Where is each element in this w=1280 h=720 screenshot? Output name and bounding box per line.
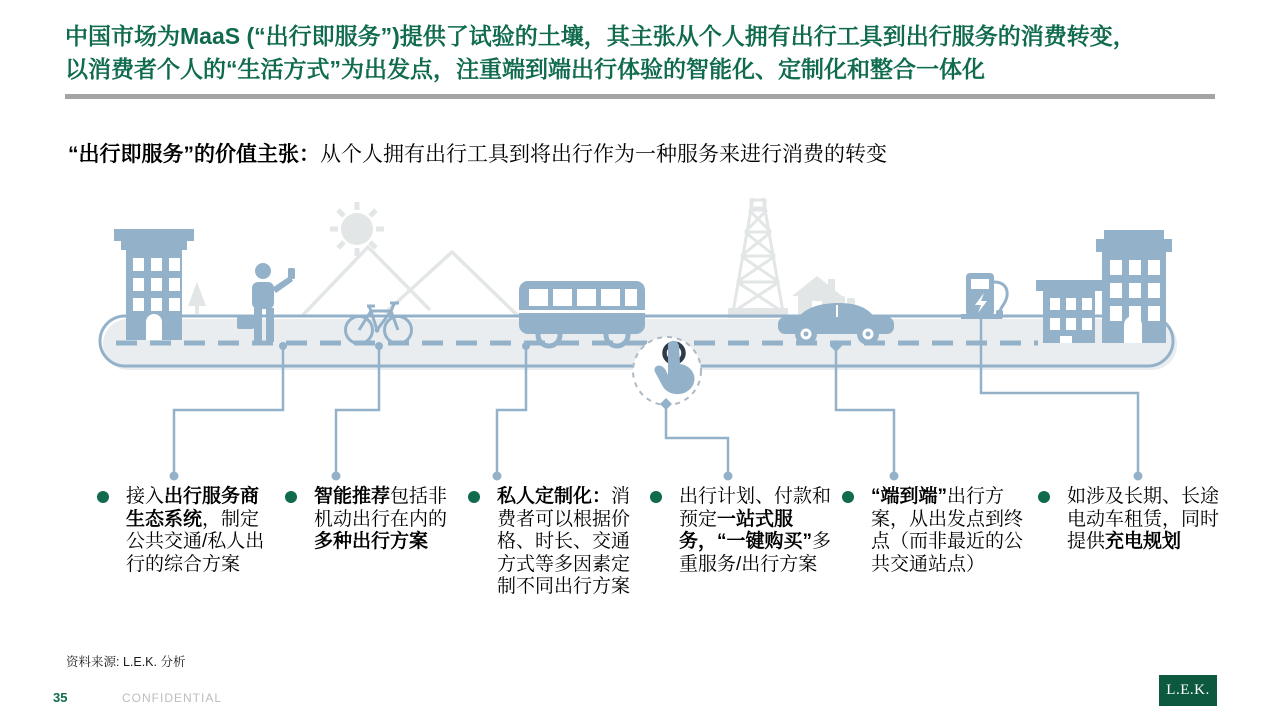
- tap-gesture-icon: [633, 337, 701, 410]
- bullet-item-4: [679, 486, 835, 576]
- bullet-text: 私人定制化：消费者可以根据价格、时长、交通方式等多因素定制不同出行方案: [497, 486, 631, 597]
- confidential-label: CONFIDENTIAL: [122, 691, 223, 705]
- bullet-text: 接入出行服务商生态系统，制定公共交通/私人出行的综合方案: [126, 486, 265, 575]
- subtitle: [68, 141, 1208, 168]
- page-title: 中国市场为MaaS (“出行即服务”)提供了试验的土壤，其主张从个人拥有出行工具到出行服务的消费转变，以消费者个人的“生活方式”为出发点，注重端到端出行体验的智能化、定制化和整合一体化: [65, 23, 1136, 82]
- subtitle-rest: 从个人拥有出行工具到将出行作为一种服务来进行消费的转变: [320, 143, 887, 166]
- bullet-dot: [468, 491, 480, 503]
- bullet-dot: [650, 491, 662, 503]
- bullet-item-6: [1067, 486, 1223, 554]
- bullet-dot: [1038, 491, 1050, 503]
- source-note: 资料来源: L.E.K. 分析: [66, 655, 186, 669]
- bullet-dot: [97, 491, 109, 503]
- bullet-dot: [285, 491, 297, 503]
- bullet-item-2: [314, 486, 460, 554]
- bullet-item-3: [497, 486, 643, 599]
- mountains-icon: [302, 247, 518, 316]
- bullet-text: “端到端”出行方案，从出发点到终点（而非最近的公共交通站点）: [871, 486, 1024, 575]
- page-number: 35: [53, 690, 68, 705]
- value-proposition-bullets: [0, 486, 1280, 636]
- bullet-item-1: [126, 486, 272, 576]
- transmission-tower-icon: [728, 198, 788, 318]
- subtitle-lead: “出行即服务”的价值主张：: [68, 143, 320, 166]
- bullet-text: 智能推荐包括非机动出行在内的多种出行方案: [314, 486, 448, 552]
- city-building-icon: [114, 229, 194, 340]
- ev-charging-station-icon: [961, 273, 1007, 319]
- destination-buildings-icon: [1036, 230, 1172, 343]
- bullet-dot: [842, 491, 854, 503]
- bullet-item-5: [871, 486, 1029, 576]
- journey-illustration: [0, 185, 1280, 485]
- sun-icon: [330, 202, 384, 256]
- title-divider: [65, 94, 1215, 99]
- lek-logo: [1159, 675, 1217, 706]
- bullet-text: 出行计划、付款和预定一站式服务，“一键购买”多重服务/出行方案: [679, 486, 832, 575]
- bullet-text: 如涉及长期、长途电动车租赁，同时提供充电规划: [1067, 486, 1220, 552]
- tree-icon: [188, 282, 206, 314]
- lek-logo-text: L.E.K.: [1166, 682, 1210, 698]
